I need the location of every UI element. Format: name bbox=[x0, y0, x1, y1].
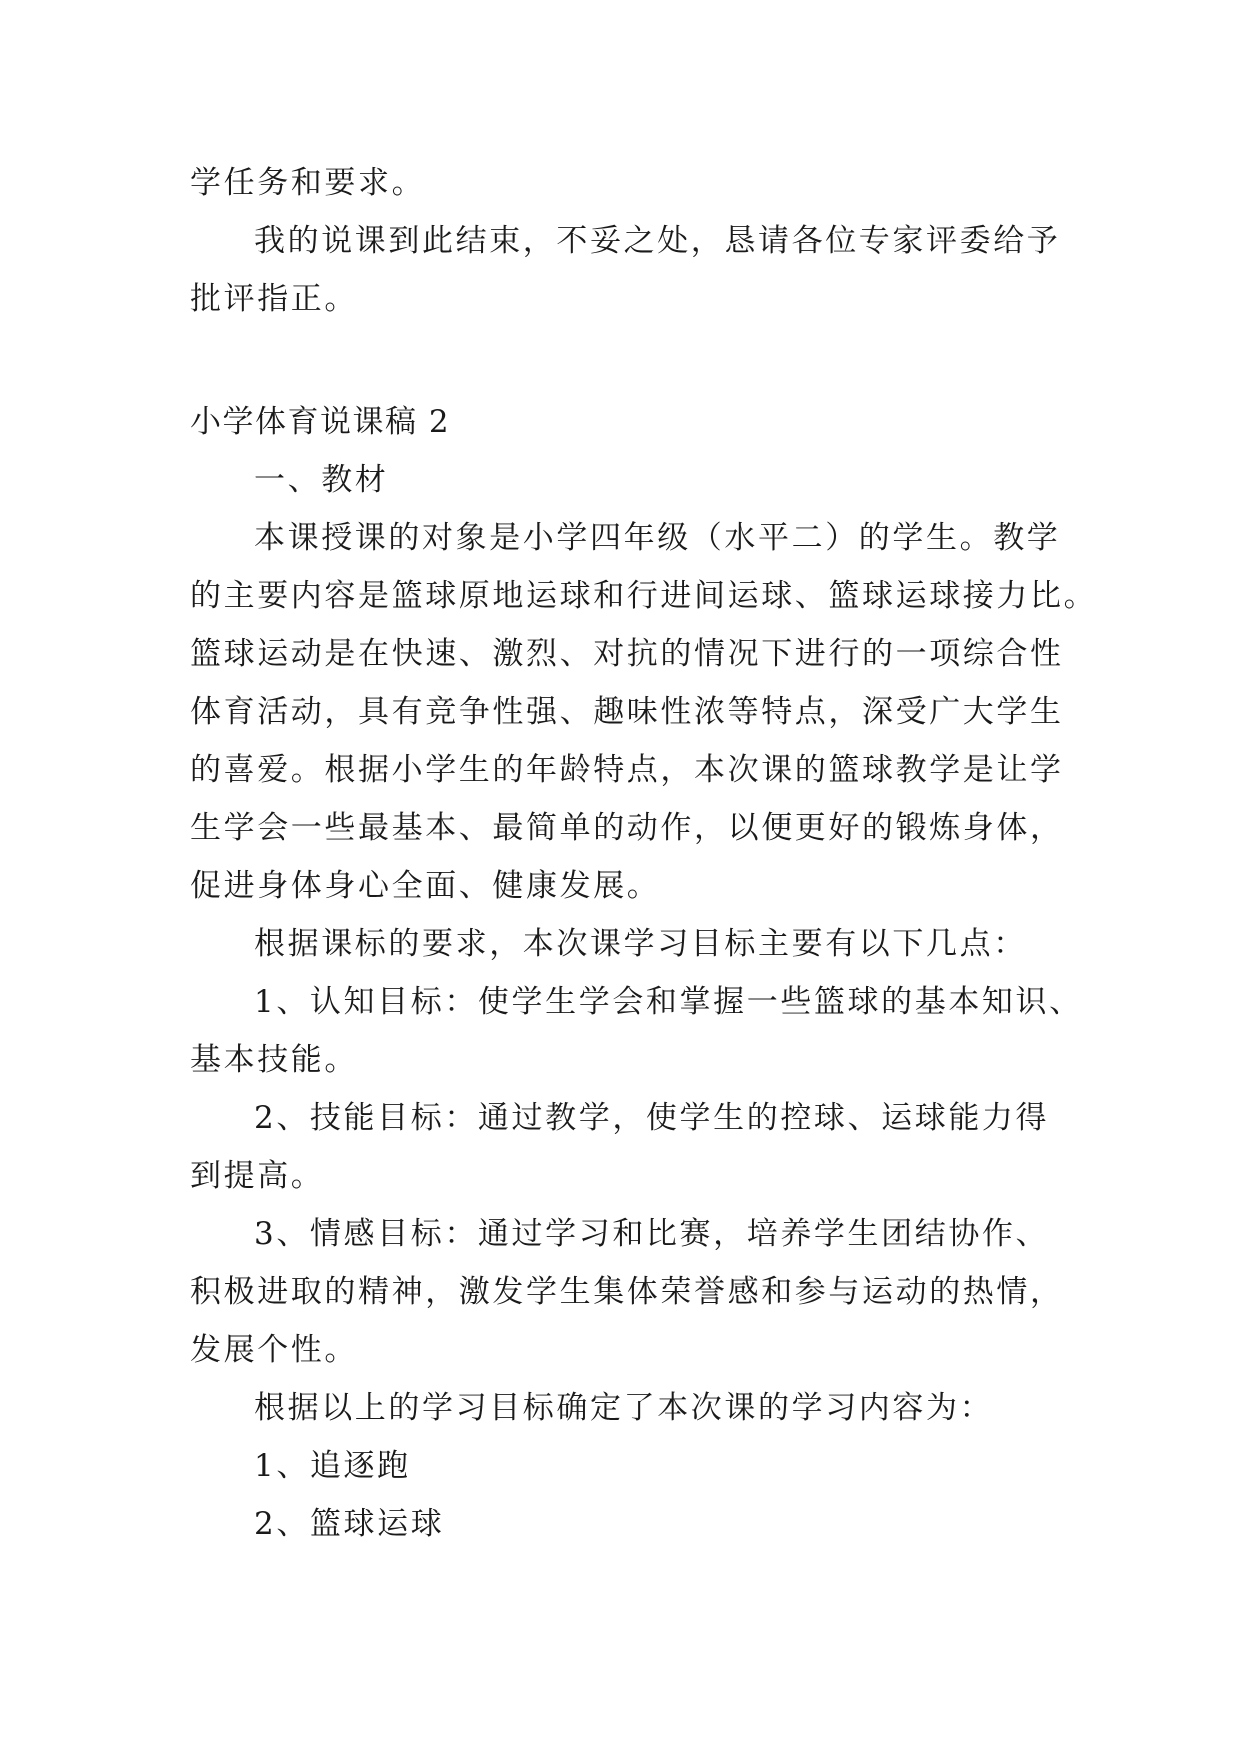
subsection-heading: 一、教材 bbox=[254, 462, 389, 498]
paragraph-line: 篮球运动是在快速、激烈、对抗的情况下进行的一项综合性 bbox=[190, 636, 1064, 672]
paragraph-line: 本课授课的对象是小学四年级（水平二）的学生。教学 bbox=[254, 520, 1061, 556]
list-item-line: 2、篮球运球 bbox=[254, 1506, 445, 1542]
list-item-line: 基本技能。 bbox=[190, 1042, 358, 1078]
paragraph-line: 根据课标的要求，本次课学习目标主要有以下几点： bbox=[254, 926, 1027, 962]
list-item-line: 积极进取的精神，激发学生集体荣誉感和参与运动的热情， bbox=[190, 1274, 1064, 1310]
section-title: 小学体育说课稿 2 bbox=[190, 404, 451, 440]
list-item-line: 3、情感目标：通过学习和比赛，培养学生团结协作、 bbox=[254, 1216, 1050, 1252]
list-item-line: 到提高。 bbox=[190, 1158, 325, 1194]
paragraph-line: 学任务和要求。 bbox=[190, 165, 426, 201]
paragraph-line: 体育活动，具有竞争性强、趣味性浓等特点，深受广大学生 bbox=[190, 694, 1064, 730]
list-item-line: 1、认知目标：使学生学会和掌握一些篮球的基本知识、 bbox=[254, 984, 1083, 1020]
paragraph-line: 的主要内容是篮球原地运球和行进间运球、篮球运球接力比。 bbox=[190, 578, 1098, 614]
paragraph-line: 我的说课到此结束，不妥之处，恳请各位专家评委给予 bbox=[254, 223, 1061, 259]
paragraph-line: 促进身体身心全面、健康发展。 bbox=[190, 868, 661, 904]
list-item-line: 2、技能目标：通过教学，使学生的控球、运球能力得 bbox=[254, 1100, 1050, 1136]
list-item-line: 发展个性。 bbox=[190, 1332, 358, 1368]
list-item-line: 1、追逐跑 bbox=[254, 1448, 411, 1484]
paragraph-line: 批评指正。 bbox=[190, 281, 358, 317]
paragraph-line: 的喜爱。根据小学生的年龄特点，本次课的篮球教学是让学 bbox=[190, 752, 1064, 788]
paragraph-line: 生学会一些最基本、最简单的动作，以便更好的锻炼身体， bbox=[190, 810, 1064, 846]
paragraph-line: 根据以上的学习目标确定了本次课的学习内容为： bbox=[254, 1390, 994, 1426]
